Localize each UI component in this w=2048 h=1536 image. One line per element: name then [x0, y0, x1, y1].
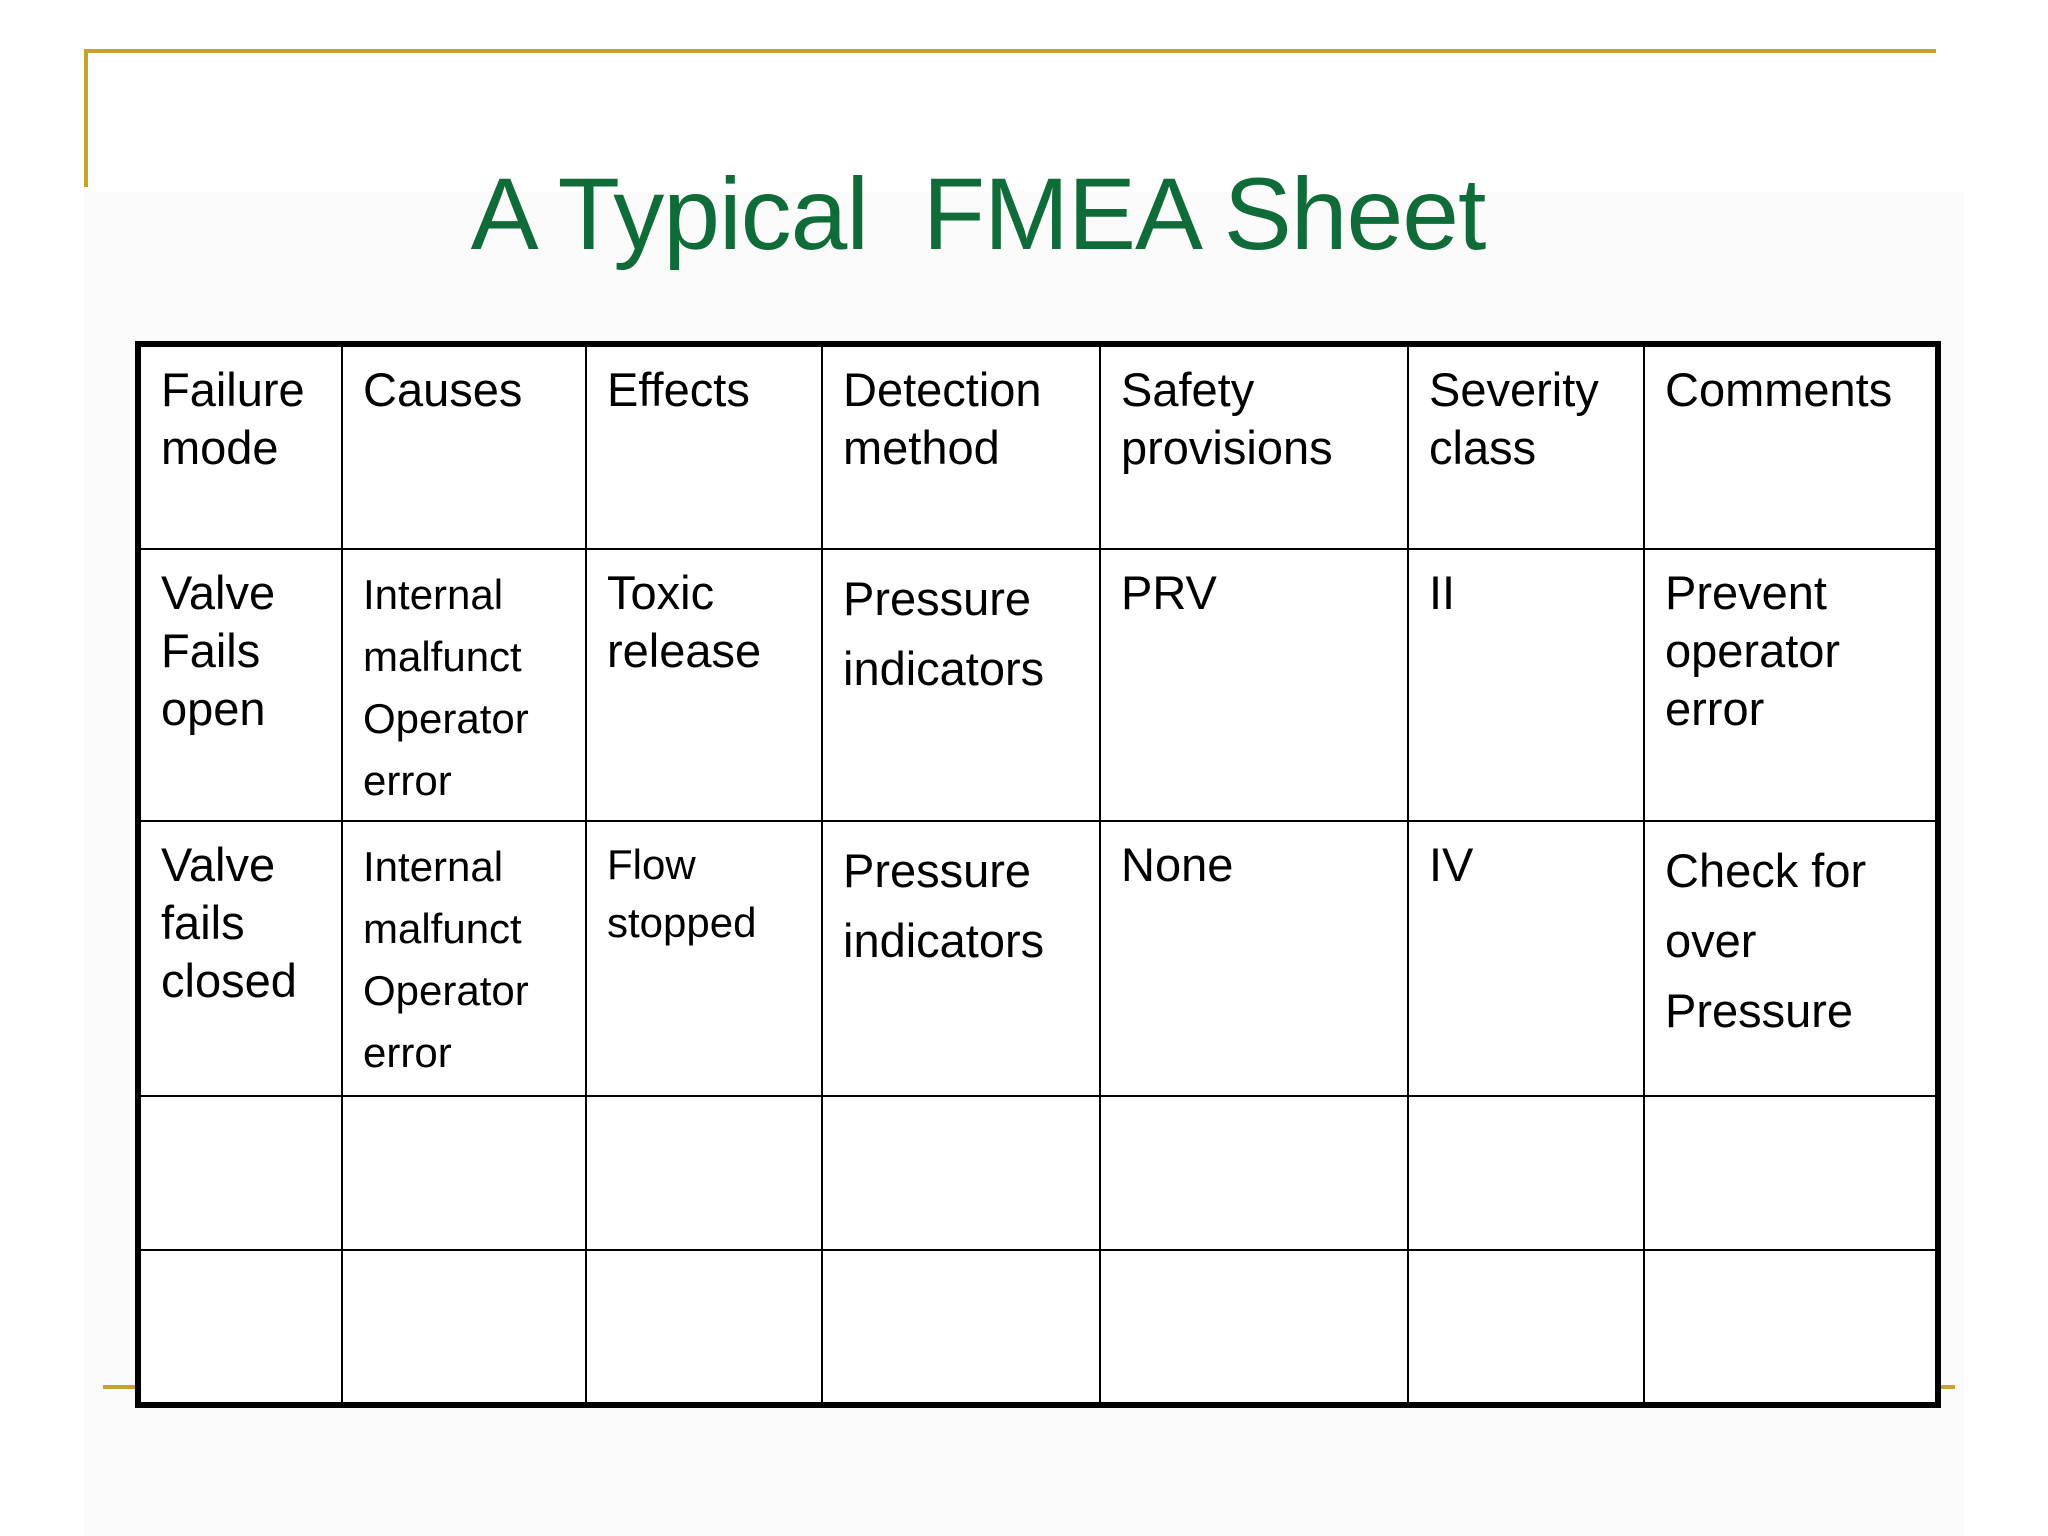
header-severity-class: Severity class: [1408, 344, 1644, 549]
table-cell: [1100, 1096, 1408, 1250]
table-cell: None: [1100, 821, 1408, 1096]
table-header-row: [138, 344, 1938, 549]
table-cell: [138, 1250, 342, 1405]
header-detection-method: Detection method: [822, 344, 1100, 549]
header-comments: Comments: [1644, 344, 1938, 549]
header-causes: Causes: [342, 344, 586, 549]
table-cell: PRV: [1100, 549, 1408, 821]
table-cell: Internal malfunct Operator error: [342, 549, 586, 821]
table-cell: [586, 1250, 822, 1405]
table-cell: Valve Fails open: [138, 549, 342, 821]
table-cell: [822, 1096, 1100, 1250]
table-cell: [1408, 1250, 1644, 1405]
table-cell: Valve fails closed: [138, 821, 342, 1096]
table-cell: Toxic release: [586, 549, 822, 821]
table-cell: Internal malfunct Operator error: [342, 821, 586, 1096]
table-cell: Flow stopped: [586, 821, 822, 1096]
header-failure-mode: Failure mode: [138, 344, 342, 549]
table-cell: II: [1408, 549, 1644, 821]
table-row: [138, 1250, 1938, 1405]
table-cell: Check for over Pressure: [1644, 821, 1938, 1096]
table-cell: [342, 1096, 586, 1250]
fmea-table: [135, 341, 1941, 1408]
table-cell: Prevent operator error: [1644, 549, 1938, 821]
header-safety-provisions: Safety provisions: [1100, 344, 1408, 549]
table-cell: [822, 1250, 1100, 1405]
table-cell: [1100, 1250, 1408, 1405]
table-cell: [342, 1250, 586, 1405]
table-cell: Pressure indicators: [822, 549, 1100, 821]
table-cell: [138, 1096, 342, 1250]
table-row: [138, 1096, 1938, 1250]
table-cell: IV: [1408, 821, 1644, 1096]
table-cell: [1644, 1250, 1938, 1405]
table-cell: [1644, 1096, 1938, 1250]
table-cell: [1408, 1096, 1644, 1250]
header-effects: Effects: [586, 344, 822, 549]
table-row: [138, 821, 1938, 1096]
table-row: [138, 549, 1938, 821]
top-accent-rule: [84, 49, 1936, 53]
slide-title: A Typical FMEA Sheet: [470, 157, 1486, 271]
table-cell: [586, 1096, 822, 1250]
table-cell: Pressure indicators: [822, 821, 1100, 1096]
